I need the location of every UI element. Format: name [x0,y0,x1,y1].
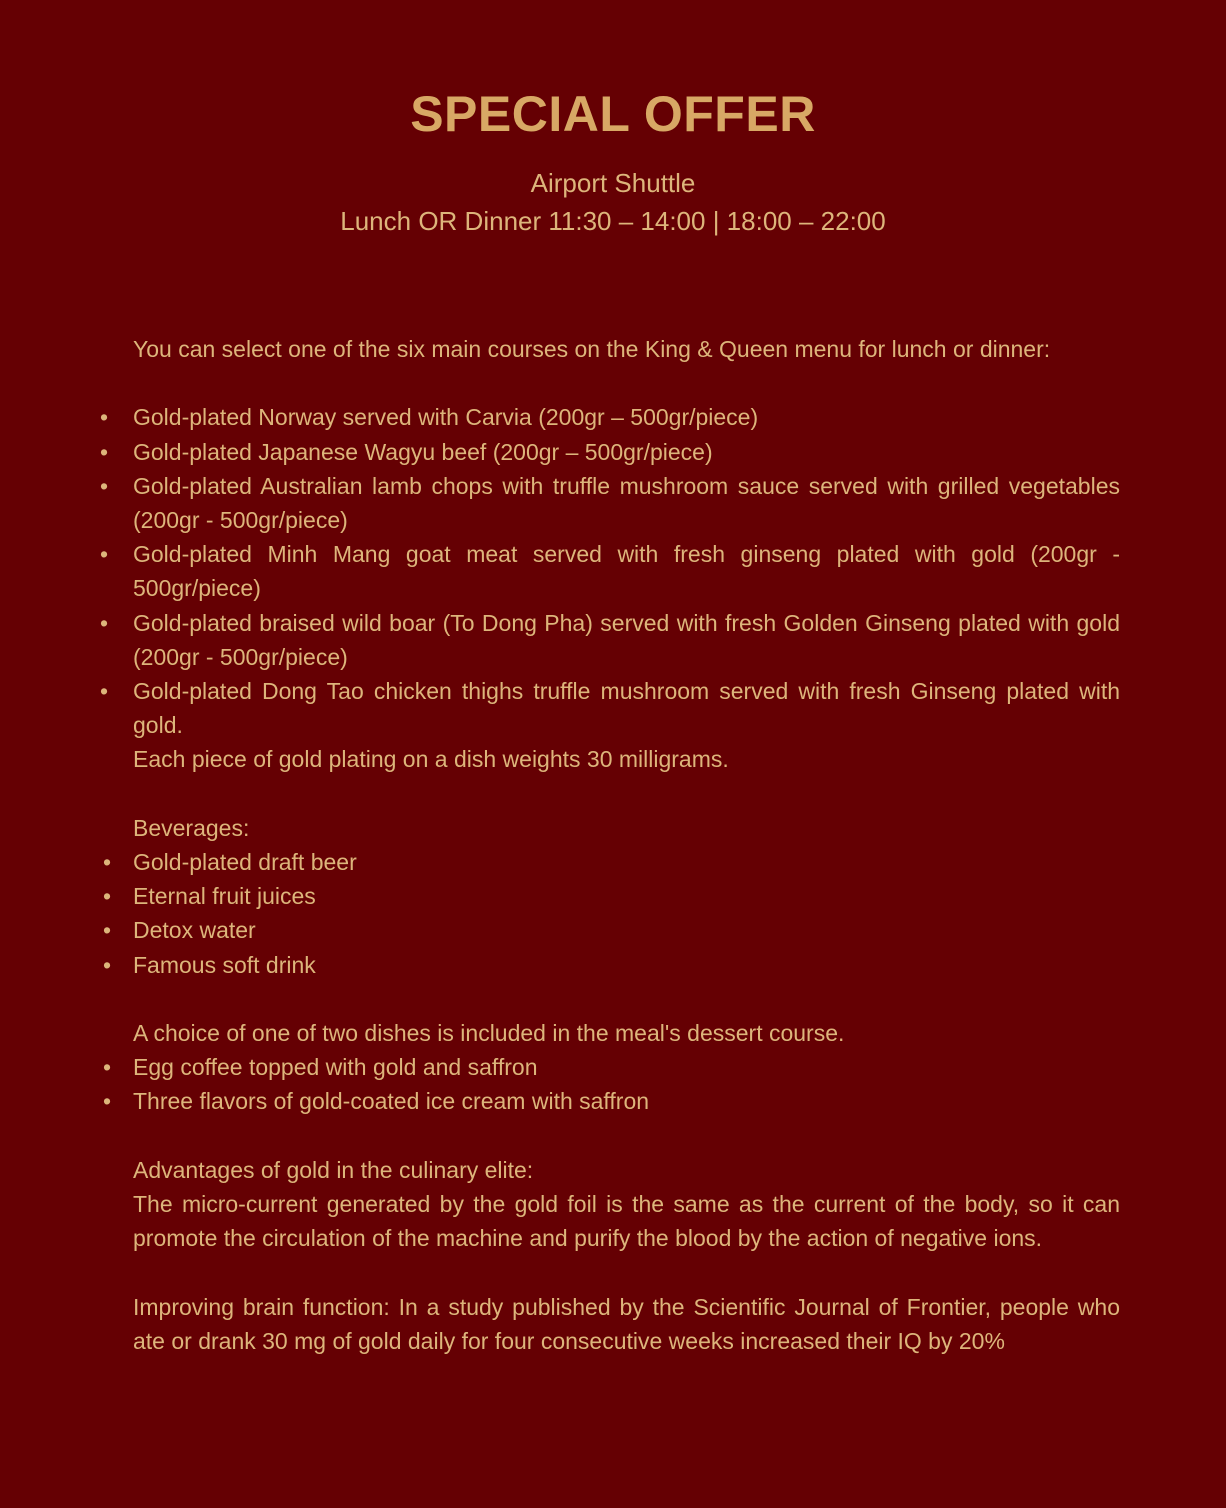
bullet-icon: • [100,609,109,636]
dessert-list [102,1050,1120,1118]
bullet-icon: • [100,438,109,465]
main-course-list [100,400,1120,742]
bullet-icon: • [102,1088,112,1115]
list-item: • Famous soft drink [133,948,1120,982]
bullet-icon: • [102,883,112,910]
list-item: • Eternal fruit juices [133,879,1120,913]
bullet-icon: • [100,404,109,431]
advantages-text: The micro-current generated by the gold foil is the same as the current of the body, so it can promote the circulation of the machine and purify the blood by the action of negative ions. [133,1191,1120,1252]
bullet-icon: • [102,917,112,944]
bullet-icon: • [102,849,112,876]
list-item: • Gold-plated Minh Mang goat meat served with fresh ginseng plated with gold (200gr - 500gr/piece) [133,537,1120,605]
bullet-icon: • [100,678,109,705]
bullet-icon: • [102,951,112,978]
list-item: • Gold-plated braised wild boar (To Dong Pha) served with fresh Golden Ginseng plated with gold (200gr - 500gr/piece) [133,606,1120,674]
list-item: • Gold-plated Japanese Wagyu beef (200gr – 500gr/piece) [133,435,1120,469]
intro-text: You can select one of the six main courses on the King & Queen menu for lunch or dinner: [133,336,1051,362]
list-item: • Egg coffee topped with gold and saffron [133,1050,1120,1084]
header [0,82,1226,240]
list-item: • Detox water [133,913,1120,947]
menu-content [100,332,1120,1358]
list-item: • Three flavors of gold-coated ice cream with saffron [133,1084,1120,1118]
brain-function-text: Improving brain function: In a study published by the Scientific Journal of Frontier, people who ate or drank 30 mg of gold daily for four consecutive weeks increased their IQ by 20% [133,1293,1120,1354]
advantages-heading: Advantages of gold in the culinary elite: [133,1156,534,1183]
page-title: SPECIAL OFFER [410,86,816,142]
list-item: • Gold-plated Dong Tao chicken thighs truffle mushroom served with fresh Ginseng plated with gold. [133,674,1120,742]
beverages-heading: Beverages: [133,814,250,841]
list-item: • Gold-plated Norway served with Carvia (200gr – 500gr/piece) [133,400,1120,434]
subtitle-service: Airport Shuttle [530,168,696,198]
list-item: • Gold-plated draft beer [133,845,1120,879]
bullet-icon: • [102,1054,112,1081]
dessert-heading: A choice of one of two dishes is included in the meal's dessert course. [133,1020,845,1047]
bullet-icon: • [100,541,109,568]
gold-note: Each piece of gold plating on a dish weights 30 milligrams. [133,746,729,773]
list-item: • Gold-plated Australian lamb chops with truffle mushroom sauce served with grilled vegetables (200gr - 500gr/piece) [133,469,1120,537]
subtitle-hours: Lunch OR Dinner 11:30 – 14:00 | 18:00 – 22:00 [340,206,886,236]
beverage-list [102,845,1120,982]
bullet-icon: • [100,472,109,499]
